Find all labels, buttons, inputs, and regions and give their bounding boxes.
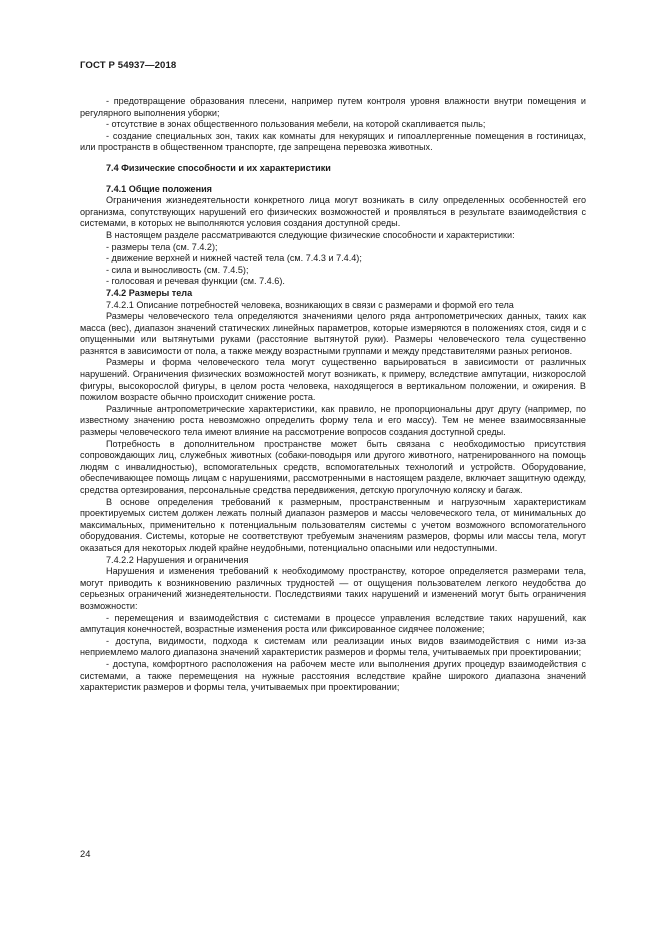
clause-heading: 7.4.2.1 Описание потребностей человека, возникающих в связи с размерами и формой его тела: [106, 299, 514, 310]
paragraph: Различные антропометрические характеристики, как правило, не пропорциональны друг другу (например, по известному значению роста невозможно определить форму тела и его массу). Тем не менее взаимосвязанные размеры человеческого тела имеют влияние на рассмотрение вопросов создания доступной среды.: [80, 403, 586, 438]
paragraph: Потребность в дополнительном пространстве может быть связана с необходимостью присутствия сопровождающих лиц, служебных животных (собаки-поводыря или другого животного, натренированного на помощь людям с инвалидностью), вспомогательных средств, вспомогательных технологий и устройств. Оборудование, обеспечивающее помощь лицам с нарушениями, рассмотренными в настоящем разделе, включает защитную одежду, средства ортезирования, персональные средства передвижения, детскую прогулочную коляску и багаж.: [80, 438, 586, 495]
paragraph: Нарушения и изменения требований к необходимому пространству, которое определяется размерами тела, могут приводить к возникновению различных трудностей — от ощущения пользователем легкого неудобства до серьезных ограничений жизнедеятельности. Последствиями таких нарушений и изменений могут быть ограничения возможности:: [80, 566, 586, 611]
bullet-item: - размеры тела (см. 7.4.2);: [106, 241, 218, 252]
bullet-item: - создание специальных зон, таких как комнаты для некурящих и гипоаллергенные помещения в гостиницах, или пространств в общественном транспорте, где запрещена перевозка животных.: [80, 130, 586, 153]
subsection-heading: 7.4.2 Размеры тела: [106, 287, 193, 298]
bullet-item: - сила и выносливость (см. 7.4.5);: [106, 264, 249, 275]
bullet-item: - голосовая и речевая функции (см. 7.4.6).: [106, 276, 285, 287]
section-heading: 7.4 Физические способности и их характеристики: [106, 162, 331, 173]
clause-heading: 7.4.2.2 Нарушения и ограничения: [106, 554, 249, 565]
bullet-item: - доступа, комфортного расположения на рабочем месте или выполнения других процедур взаимодействия с системами, а также перемещения на нужные расстояния вследствие крайне широкого диапазона значений характеристик размеров и формы тела, учитываемых при проектировании;: [80, 658, 586, 693]
subsection-heading: 7.4.1 Общие положения: [106, 183, 212, 194]
bullet-item: - перемещения и взаимодействия с системами в процессе управления вследствие таких нарушений, как ампутация конечностей, возрастные изменения роста или фиксированное сидячее положение;: [80, 612, 586, 635]
paragraph: В настоящем разделе рассматриваются следующие физические способности и характеристики:: [106, 229, 515, 240]
paragraph: В основе определения требований к размерным, пространственным и нагрузочным характеристикам проектируемых систем должен лежать полный диапазон размеров и массы человеческого тела, от минимальных до максимальных, применительно к потенциальным пользователям системы с учетом возможного вспомогательного оборудования. Системы, которые не соответствуют требуемым значениям размеров, формы или массы тела, могут оказаться для некоторых людей крайне неудобными, потенциально опасными или недоступными.: [80, 496, 586, 553]
document-header: ГОСТ Р 54937—2018: [80, 60, 177, 71]
bullet-item: - отсутствие в зонах общественного пользования мебели, на которой скапливается пыль;: [106, 119, 486, 130]
page-number: 24: [80, 848, 91, 859]
page-body: [80, 96, 586, 694]
bullet-item: - доступа, видимости, подхода к системам или реализации иных видов взаимодействия с ними из-за неприемлемо малого диапазона значений характеристик размеров и формы тела, учитываемых при проектировании;: [80, 635, 586, 658]
paragraph: Размеры человеческого тела определяются значениями целого ряда антропометрических данных, таких как масса (вес), диапазон значений статических линейных параметров, которые измеряются в положениях стоя, сидя и с опущенными или вытянутыми руками (расстояние вытянутой руки). Размеры человеческого тела существенно разнятся в зависимости от пола, а также между возрастными группами и между представителями разных регионов.: [80, 311, 586, 356]
bullet-item: - движение верхней и нижней частей тела (см. 7.4.3 и 7.4.4);: [106, 253, 362, 264]
paragraph: Ограничения жизнедеятельности конкретного лица могут возникать в силу определенных особенностей его организма, сопутствующих нарушений его физических возможностей и проявляться в результате взаимодействия с системами, в которых не выполняются условия создания доступной среды.: [80, 195, 586, 229]
bullet-item: - предотвращение образования плесени, например путем контроля уровня влажности внутри помещения и регулярного выполнения уборки;: [80, 96, 586, 118]
paragraph: Размеры и форма человеческого тела могут существенно варьироваться в зависимости от различных нарушений. Ограничения физических возможностей могут возникать, к примеру, вследствие ампутации, низкорослой фигуры, высокорослой фигуры, в целом роста человека, находящегося в вертикальном положении, и ожирения. В пожилом возрасте обычно происходит снижение роста.: [80, 357, 586, 403]
